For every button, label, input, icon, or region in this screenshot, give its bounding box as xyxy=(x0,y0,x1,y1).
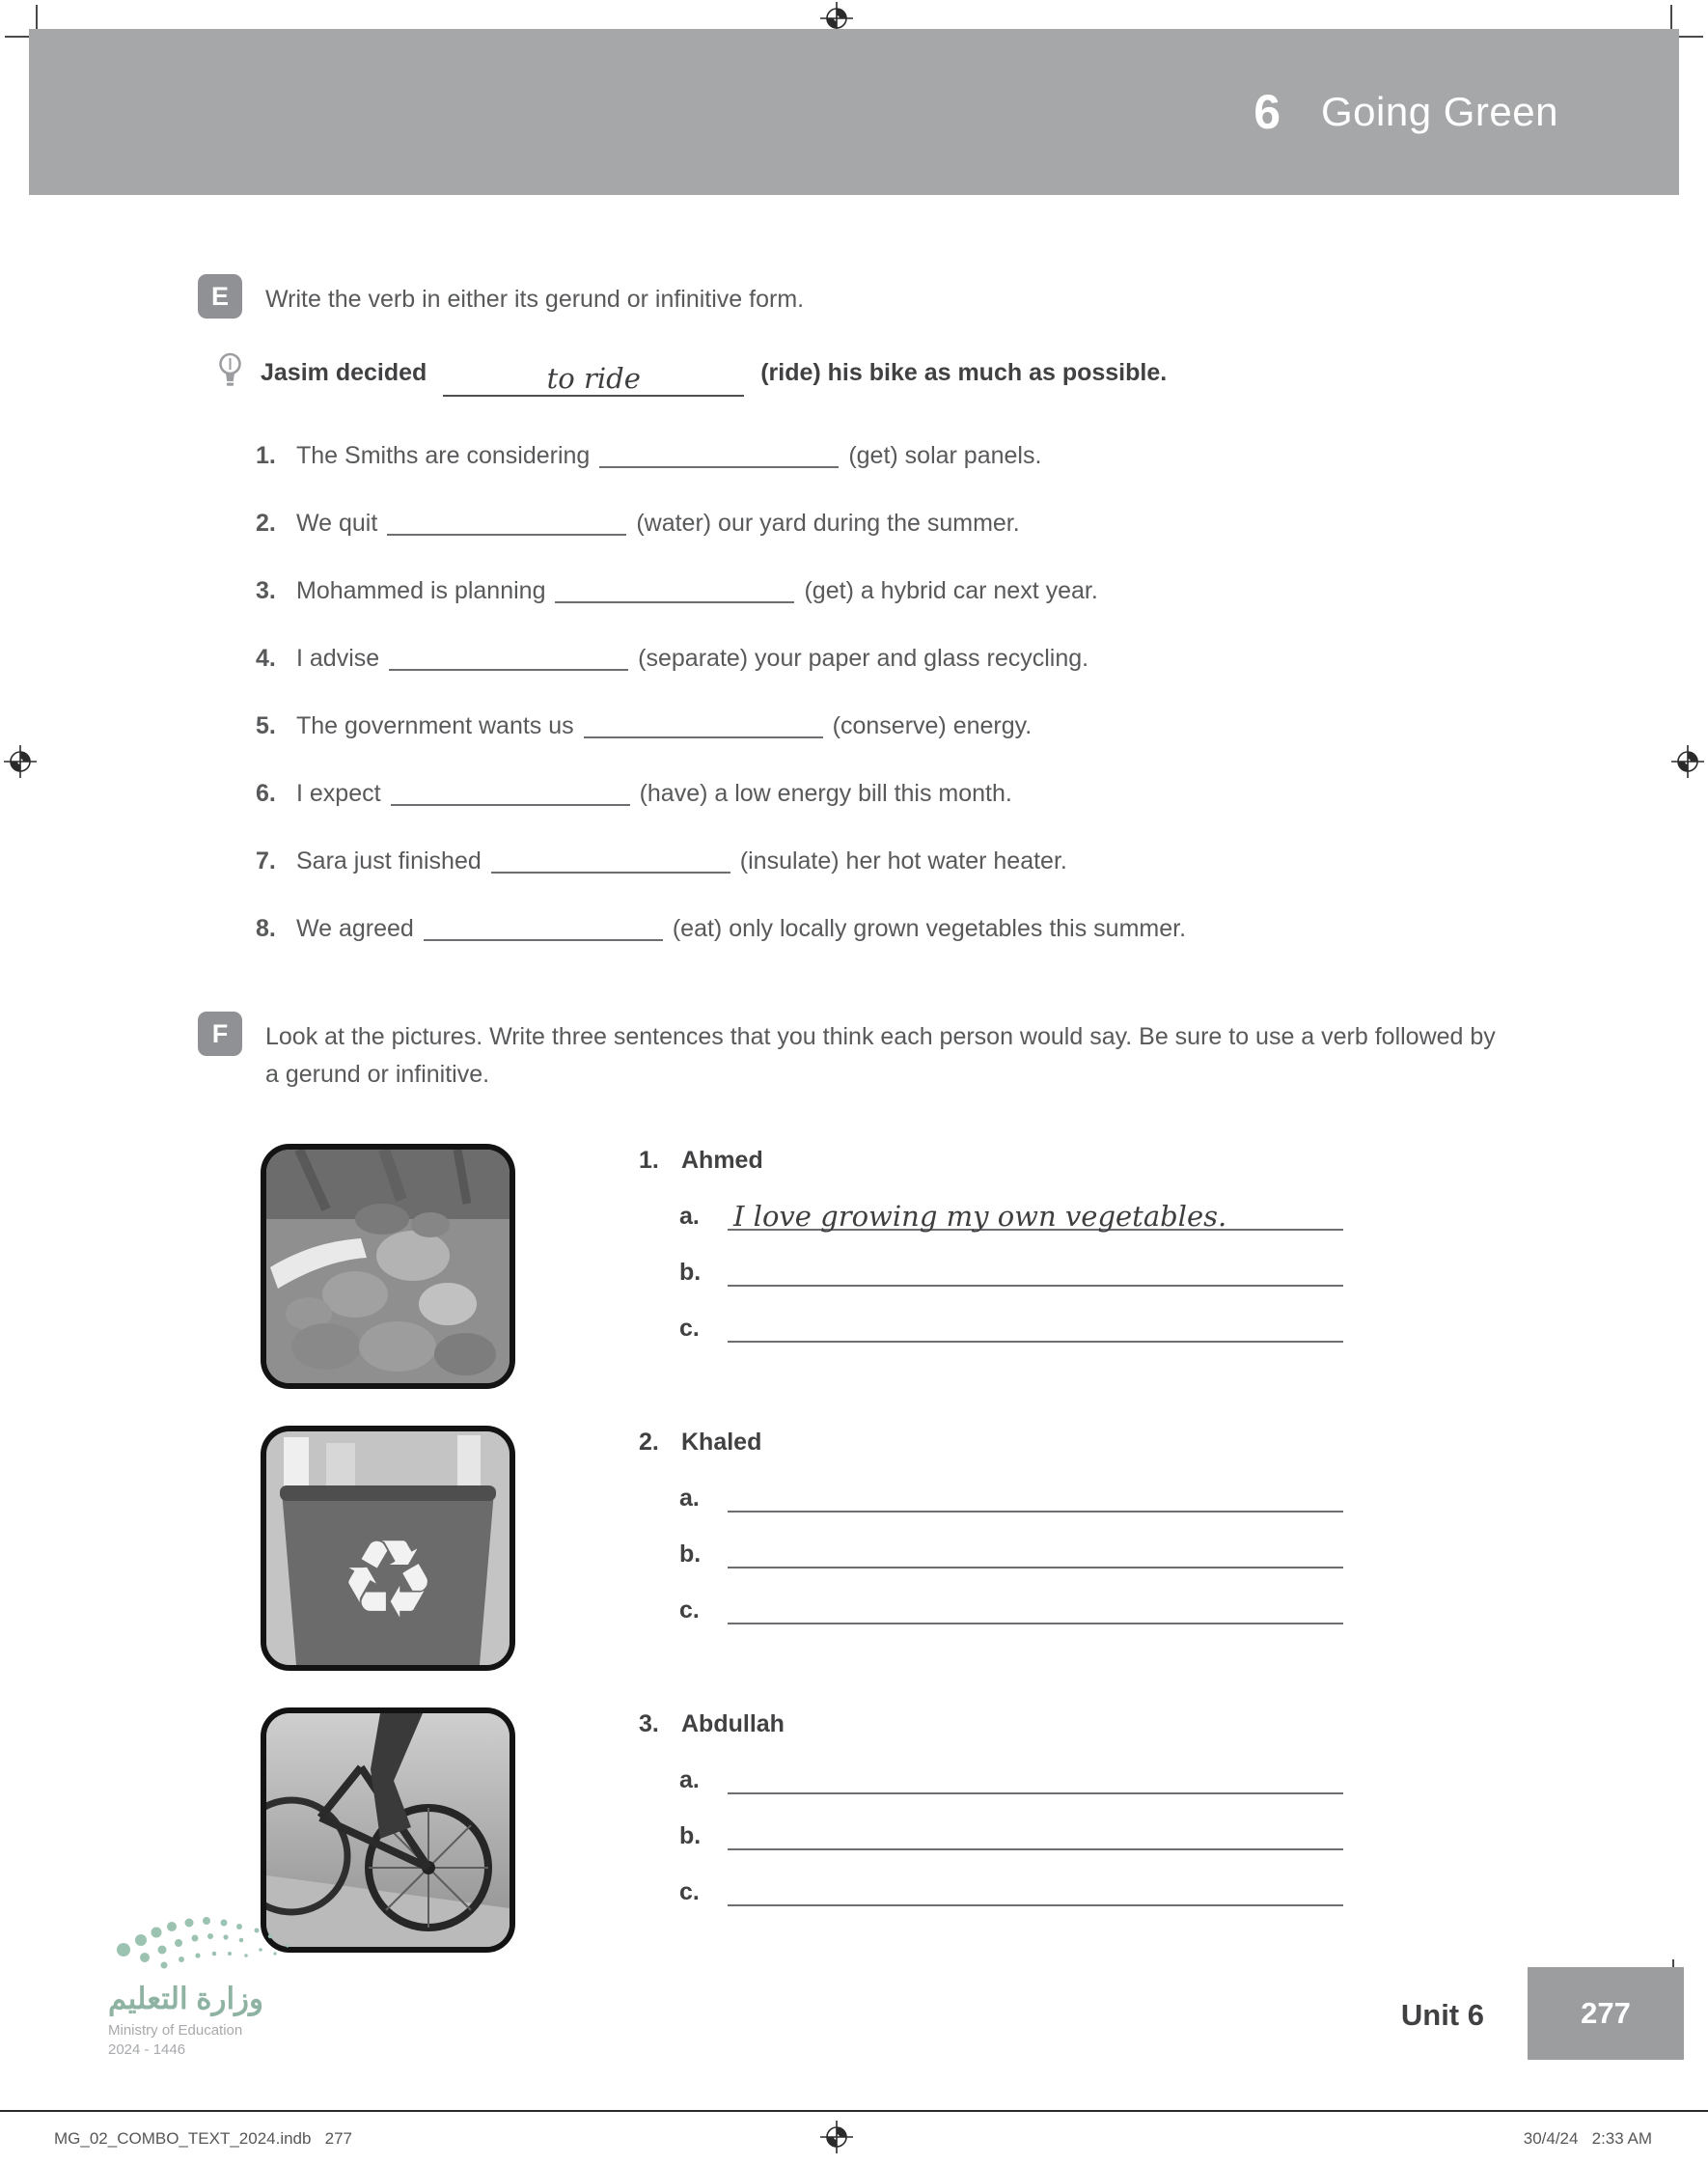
section-e-badge: E xyxy=(198,274,242,319)
page-number: 277 xyxy=(1581,1996,1631,2030)
moe-logo-arabic: وزارة التعليم xyxy=(108,1982,263,2015)
item-text xyxy=(296,576,1098,605)
answer-blank xyxy=(599,443,839,468)
exercise-e-items xyxy=(198,441,1539,943)
recycle-symbol-icon: ♻ xyxy=(339,1516,437,1643)
section-e xyxy=(198,274,1539,982)
answer-line xyxy=(728,1484,1343,1513)
person-block-ahmed xyxy=(261,1144,1578,1389)
footer-rule xyxy=(0,2110,1708,2112)
person-number: 3. xyxy=(639,1709,659,1737)
answer-row xyxy=(639,1596,1343,1624)
crop-mark xyxy=(5,36,31,38)
exercise-item-2 xyxy=(256,509,1539,538)
answer-row xyxy=(639,1258,1343,1287)
unit-title: Going Green xyxy=(1321,89,1558,134)
answer-letter: a. xyxy=(679,1765,700,1793)
answer-letter: b. xyxy=(679,1540,702,1568)
answer-line xyxy=(728,1540,1343,1568)
answer-row xyxy=(639,1821,1343,1850)
exercise-item-1 xyxy=(256,441,1539,470)
example-text-before: Jasim decided xyxy=(261,359,427,386)
answer-line xyxy=(728,1314,1343,1343)
item-text xyxy=(296,847,1067,875)
exercise-item-4 xyxy=(256,644,1539,673)
exercise-item-6 xyxy=(256,779,1539,808)
item-number: 2. xyxy=(256,510,276,537)
answer-line xyxy=(728,1877,1343,1906)
person-block-abdullah xyxy=(261,1707,1578,1953)
page-number-box xyxy=(1528,1967,1684,2060)
answer-letter: b. xyxy=(679,1258,702,1286)
item-number: 6. xyxy=(256,780,276,807)
item-number: 4. xyxy=(256,645,276,672)
section-e-instructions: Write the verb in either its gerund or infinitive form. xyxy=(265,286,805,313)
answer-blank xyxy=(555,578,794,603)
recycle-bin-photo xyxy=(261,1426,515,1671)
exercise-item-3 xyxy=(256,576,1539,605)
crop-mark xyxy=(1677,36,1703,38)
answer-letter: b. xyxy=(679,1821,702,1849)
ministry-of-education-logo xyxy=(108,1913,378,2058)
item-text-after: (get) a hybrid car next year. xyxy=(804,577,1098,604)
unit-header-bar xyxy=(29,29,1679,195)
person-number: 1. xyxy=(639,1146,659,1174)
answer-letter: c. xyxy=(679,1877,700,1905)
item-text xyxy=(296,509,1020,538)
answer-blank xyxy=(391,781,630,806)
item-text xyxy=(296,914,1186,943)
moe-dots-icon xyxy=(108,1913,311,1975)
item-text-after: (eat) only locally grown vegetables this summer. xyxy=(672,915,1187,942)
lightbulb-icon xyxy=(217,351,243,399)
item-text xyxy=(296,644,1088,673)
item-text-before: We agreed xyxy=(296,915,414,942)
item-text xyxy=(296,441,1041,470)
section-f xyxy=(198,1012,1578,1953)
item-text-before: We quit xyxy=(296,510,378,537)
item-text-after: (have) a low energy bill this month. xyxy=(639,780,1012,807)
answer-letter: c. xyxy=(679,1314,700,1342)
item-text xyxy=(296,711,1032,740)
crop-mark xyxy=(36,5,38,31)
item-text-before: The Smiths are considering xyxy=(296,442,591,469)
registration-mark xyxy=(820,2121,853,2153)
section-f-instructions: Look at the pictures. Write three sentences that you think each person would say. Be sure to use a verb followed by a gerund or infinitive. xyxy=(265,1023,1496,1088)
registration-mark xyxy=(4,745,37,778)
answer-row xyxy=(639,1314,1343,1343)
answer-row xyxy=(639,1540,1343,1568)
item-text-after: (insulate) her hot water heater. xyxy=(739,847,1067,874)
registration-mark xyxy=(1671,745,1704,778)
moe-logo-years: 2024 - 1446 xyxy=(108,2041,186,2058)
crop-mark xyxy=(1670,5,1672,31)
exercise-item-5 xyxy=(256,711,1539,740)
item-text-after: (get) solar panels. xyxy=(848,442,1042,469)
person-name: Abdullah xyxy=(681,1709,785,1737)
exercise-item-7 xyxy=(256,847,1539,875)
footer-unit-label: Unit 6 xyxy=(1400,1998,1484,2032)
answer-letter: c. xyxy=(679,1596,700,1624)
person-block-khaled xyxy=(261,1426,1578,1671)
item-number: 1. xyxy=(256,442,276,469)
vegetables-photo xyxy=(261,1144,515,1389)
answer-row xyxy=(639,1765,1343,1794)
person-answers xyxy=(639,1707,1343,1953)
item-number: 5. xyxy=(256,712,276,739)
answer-row xyxy=(639,1484,1343,1513)
item-text xyxy=(296,779,1012,808)
answer-line xyxy=(728,1765,1343,1794)
item-text-before: I advise xyxy=(296,645,380,672)
item-number: 3. xyxy=(256,577,276,604)
answer-blank xyxy=(491,848,730,874)
answer-row xyxy=(639,1199,1343,1233)
person-name: Ahmed xyxy=(681,1146,763,1174)
print-footer-right: 30/4/24 2:33 AM xyxy=(1523,2129,1652,2148)
example-text-after: (ride) his bike as much as possible. xyxy=(760,359,1168,386)
exercise-item-8 xyxy=(256,914,1539,943)
item-text-before: I expect xyxy=(296,780,381,807)
handwritten-answer: I love growing my own vegetables. xyxy=(733,1199,1227,1233)
item-text-before: Sara just finished xyxy=(296,847,482,874)
section-f-badge: F xyxy=(198,1012,242,1056)
answer-line xyxy=(728,1596,1343,1624)
example-answer-blank xyxy=(443,362,744,397)
item-text-after: (conserve) energy. xyxy=(832,712,1033,739)
person-name: Khaled xyxy=(681,1428,762,1456)
answer-blank xyxy=(389,646,628,671)
person-answers xyxy=(639,1426,1343,1671)
answer-blank xyxy=(424,916,663,941)
moe-logo-english: Ministry of Education xyxy=(108,2022,243,2039)
item-text-before: Mohammed is planning xyxy=(296,577,546,604)
answer-line xyxy=(728,1199,1343,1233)
example-handwritten-answer: to ride xyxy=(546,362,641,395)
answer-letter: a. xyxy=(679,1202,700,1230)
answer-line xyxy=(728,1821,1343,1850)
section-f-people xyxy=(198,1144,1578,1953)
item-number: 8. xyxy=(256,915,276,942)
example-sentence xyxy=(198,359,1539,397)
person-answers xyxy=(639,1144,1343,1389)
item-text-before: The government wants us xyxy=(296,712,574,739)
answer-row xyxy=(639,1877,1343,1906)
answer-blank xyxy=(584,713,823,738)
person-number: 2. xyxy=(639,1428,659,1456)
answer-letter: a. xyxy=(679,1484,700,1512)
item-text-after: (separate) your paper and glass recycling. xyxy=(638,645,1089,672)
answer-line xyxy=(728,1258,1343,1287)
item-text-after: (water) our yard during the summer. xyxy=(636,510,1020,537)
answer-blank xyxy=(387,511,626,536)
item-number: 7. xyxy=(256,847,276,874)
unit-number: 6 xyxy=(1253,85,1281,139)
print-footer-left: MG_02_COMBO_TEXT_2024.indb 277 xyxy=(54,2129,352,2148)
